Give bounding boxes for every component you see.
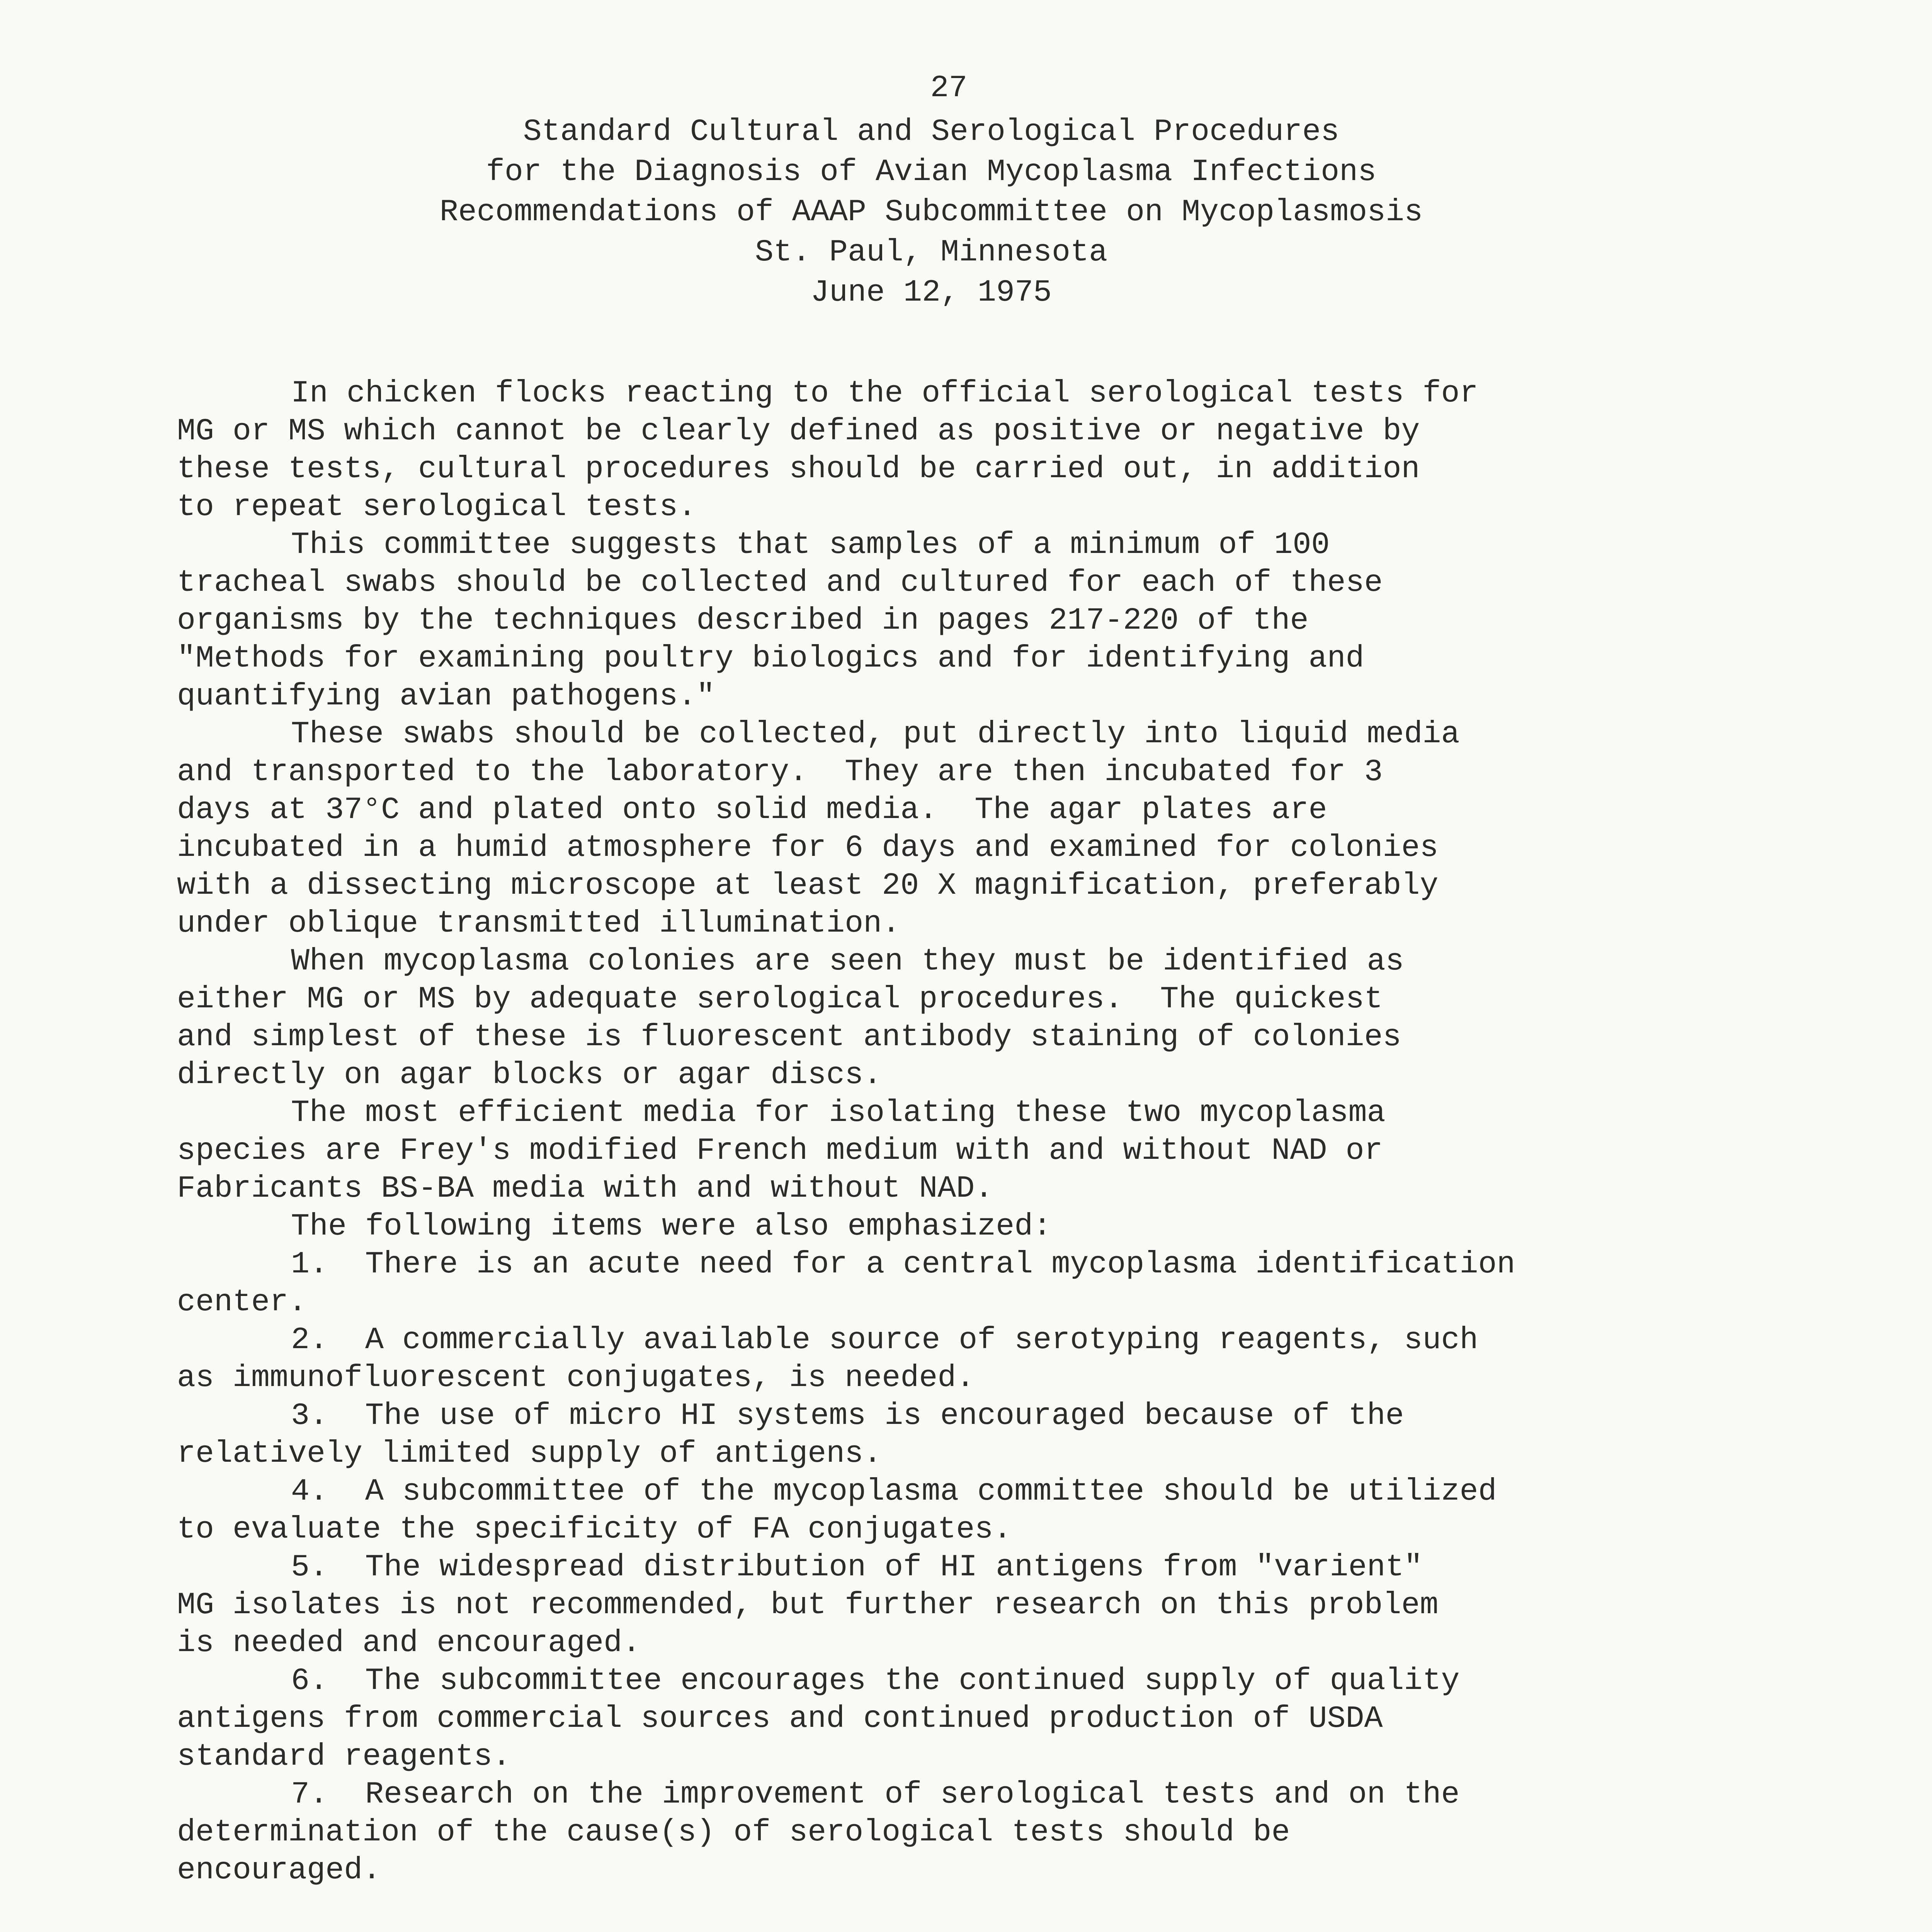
- title-line: St. Paul, Minnesota: [755, 235, 1108, 270]
- text-line: antigens from commercial sources and continued production of USDA: [177, 1701, 1383, 1736]
- text-line: "Methods for examining poultry biologics and for identifying and: [177, 641, 1364, 676]
- text-line: organisms by the techniques described in pages 217-220 of the: [177, 603, 1309, 638]
- text-line: encouraged.: [177, 1853, 381, 1888]
- text-line: MG isolates is not recommended, but further research on this problem: [177, 1588, 1439, 1623]
- text-line: When mycoplasma colonies are seen they must be identified as: [291, 944, 1404, 979]
- text-line: under oblique transmitted illumination.: [177, 906, 901, 941]
- text-line: Fabricants BS-BA media with and without NAD.: [177, 1171, 993, 1206]
- text-line: determination of the cause(s) of serological tests should be: [177, 1815, 1290, 1850]
- title-line: June 12, 1975: [810, 275, 1052, 310]
- text-line: with a dissecting microscope at least 20 X magnification, preferably: [177, 868, 1439, 903]
- text-line: 1. There is an acute need for a central mycoplasma identification: [291, 1247, 1515, 1282]
- text-line: and simplest of these is fluorescent antibody staining of colonies: [177, 1020, 1401, 1055]
- text-line: these tests, cultural procedures should be carried out, in addition: [177, 452, 1420, 487]
- text-line: These swabs should be collected, put directly into liquid media: [291, 717, 1460, 752]
- list-item-4: [177, 1473, 1838, 1549]
- page-number: 27: [930, 71, 968, 106]
- text-line: The following items were also emphasized:: [291, 1209, 1052, 1244]
- text-line: is needed and encouraged.: [177, 1626, 641, 1661]
- paragraph-culture: [177, 716, 1838, 943]
- text-line: 6. The subcommittee encourages the continued supply of quality: [291, 1663, 1460, 1699]
- text-line: 4. A subcommittee of the mycoplasma committee should be utilized: [291, 1474, 1497, 1509]
- paragraph-sampling: [177, 526, 1838, 716]
- text-line: relatively limited supply of antigens.: [177, 1436, 882, 1471]
- text-line: The most efficient media for isolating these two mycoplasma: [291, 1095, 1386, 1131]
- text-line: species are Frey's modified French medium with and without NAD or: [177, 1133, 1383, 1168]
- document-body: [177, 375, 1838, 1889]
- text-line: days at 37°C and plated onto solid media. The agar plates are: [177, 793, 1327, 828]
- title-line: for the Diagnosis of Avian Mycoplasma Infections: [486, 155, 1377, 190]
- title-line: Standard Cultural and Serological Procedures: [523, 114, 1340, 150]
- text-line: MG or MS which cannot be clearly defined as positive or negative by: [177, 414, 1420, 449]
- text-line: directly on agar blocks or agar discs.: [177, 1058, 882, 1093]
- list-item-2: [177, 1321, 1838, 1397]
- list-item-5: [177, 1549, 1838, 1662]
- text-line: incubated in a humid atmosphere for 6 days and examined for colonies: [177, 830, 1439, 866]
- paragraph-intro: [177, 375, 1838, 526]
- text-line: 2. A commercially available source of serotyping reagents, such: [291, 1323, 1478, 1358]
- document-title: [0, 112, 1862, 313]
- paragraph-identification: [177, 943, 1838, 1094]
- text-line: as immunofluorescent conjugates, is needed.: [177, 1361, 975, 1396]
- text-line: In chicken flocks reacting to the official serological tests for: [291, 376, 1478, 411]
- text-line: 3. The use of micro HI systems is encouraged because of the: [291, 1398, 1404, 1434]
- text-line: 5. The widespread distribution of HI antigens from "varient": [291, 1550, 1423, 1585]
- list-item-1: [177, 1246, 1838, 1321]
- text-line: center.: [177, 1285, 307, 1320]
- text-line: tracheal swabs should be collected and cultured for each of these: [177, 565, 1383, 600]
- text-line: either MG or MS by adequate serological procedures. The quickest: [177, 982, 1383, 1017]
- paragraph-emphasized: [177, 1208, 1838, 1246]
- text-line: 7. Research on the improvement of serological tests and on the: [291, 1777, 1460, 1812]
- text-line: to evaluate the specificity of FA conjugates.: [177, 1512, 1012, 1547]
- list-item-6: [177, 1662, 1838, 1776]
- text-line: and transported to the laboratory. They are then incubated for 3: [177, 755, 1383, 790]
- title-line: Recommendations of AAAP Subcommittee on Mycoplasmosis: [439, 195, 1423, 230]
- text-line: to repeat serological tests.: [177, 490, 697, 525]
- text-line: quantifying avian pathogens.": [177, 679, 715, 714]
- text-line: This committee suggests that samples of a minimum of 100: [291, 527, 1330, 563]
- list-item-3: [177, 1397, 1838, 1473]
- list-item-7: [177, 1776, 1838, 1889]
- paragraph-media: [177, 1094, 1838, 1208]
- text-line: standard reagents.: [177, 1739, 511, 1774]
